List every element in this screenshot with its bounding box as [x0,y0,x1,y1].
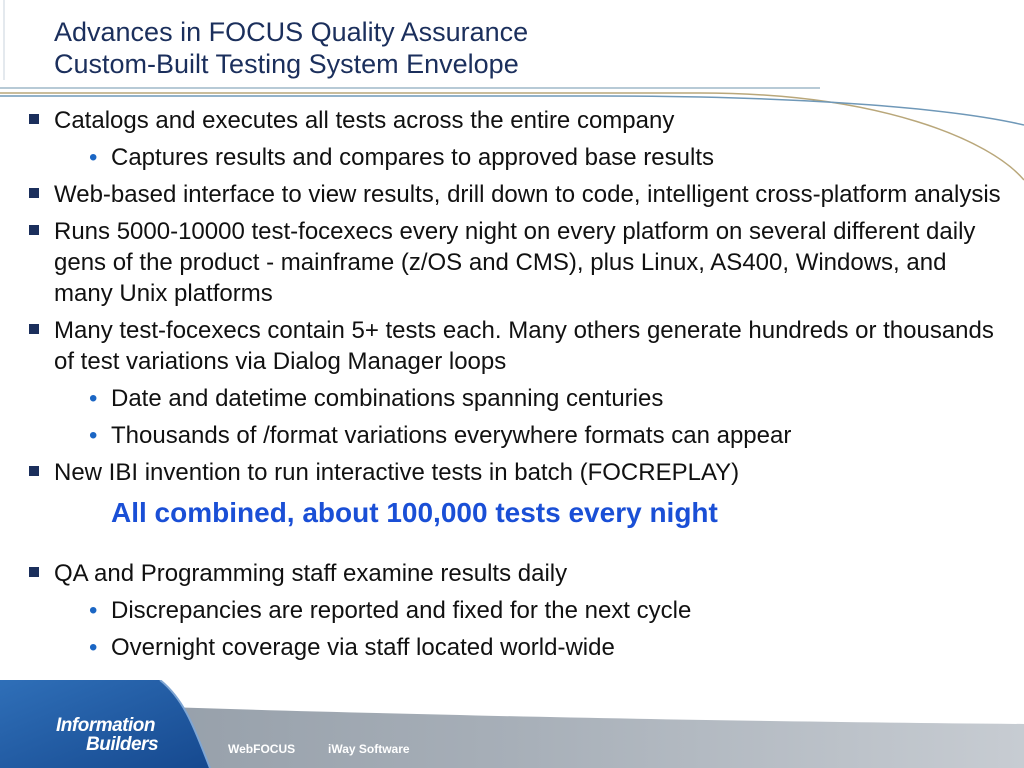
list-item-text: Date and datetime combinations spanning centuries [111,385,664,412]
logo-line-1: Information [56,715,155,736]
sub-list-item [26,142,1006,173]
dot-bullet-icon: • [89,422,98,449]
square-bullet-icon [29,324,39,334]
list-item-text: New IBI invention to run interactive tests in batch (FOCREPLAY) [54,459,740,486]
square-bullet-icon [29,567,39,577]
dot-bullet-icon: • [89,385,98,412]
dot-bullet-icon: • [89,144,98,171]
slide-title [54,16,528,80]
sub-list-item [26,595,1006,626]
square-bullet-icon [29,114,39,124]
list-item-text: Overnight coverage via staff located world-wide [111,634,615,661]
list-item-text: Captures results and compares to approved base results [111,144,714,171]
highlight-statement: All combined, about 100,000 tests every night [111,497,718,528]
footer-iway-label: iWay Software [328,742,410,756]
footer-webfocus-label: WebFOCUS [228,742,296,756]
title-line-2: Custom-Built Testing System Envelope [54,49,519,79]
square-bullet-icon [29,188,39,198]
square-bullet-icon [29,225,39,235]
list-item-text: QA and Programming staff examine results daily [54,560,568,587]
list-item [26,558,1006,589]
list-item-text: Thousands of /format variations everywhere formats can appear [111,422,792,449]
dot-bullet-icon: • [89,597,98,624]
square-bullet-icon [29,466,39,476]
title-line-1: Advances in FOCUS Quality Assurance [54,17,529,47]
list-item [26,105,1006,136]
sub-list-item [26,632,1006,663]
dot-bullet-icon: • [89,634,98,661]
sub-list-item [26,420,1006,451]
bullet-list [26,105,1006,663]
list-item [26,216,1006,309]
list-item-text: Catalogs and executes all tests across the entire company [54,107,675,134]
list-item-text: Runs 5000-10000 test-focexecs every night on every platform on several different daily gens of the product - mainframe (z/OS and CMS), plus Linux, AS400, Windows, and many Unix platforms [54,218,976,307]
list-item [26,315,1006,377]
list-item [26,457,1006,488]
logo-line-2: Builders [86,734,159,755]
company-logo [56,716,158,754]
sub-list-item [26,383,1006,414]
list-item [26,179,1006,210]
list-item-text: Many test-focexecs contain 5+ tests each. Many others generate hundreds or thousands of test variations via Dialog Manager loops [54,317,994,375]
list-item-text: Web-based interface to view results, drill down to code, intelligent cross-platform analysis [54,181,1001,208]
list-item-text: Discrepancies are reported and fixed for the next cycle [111,597,692,624]
